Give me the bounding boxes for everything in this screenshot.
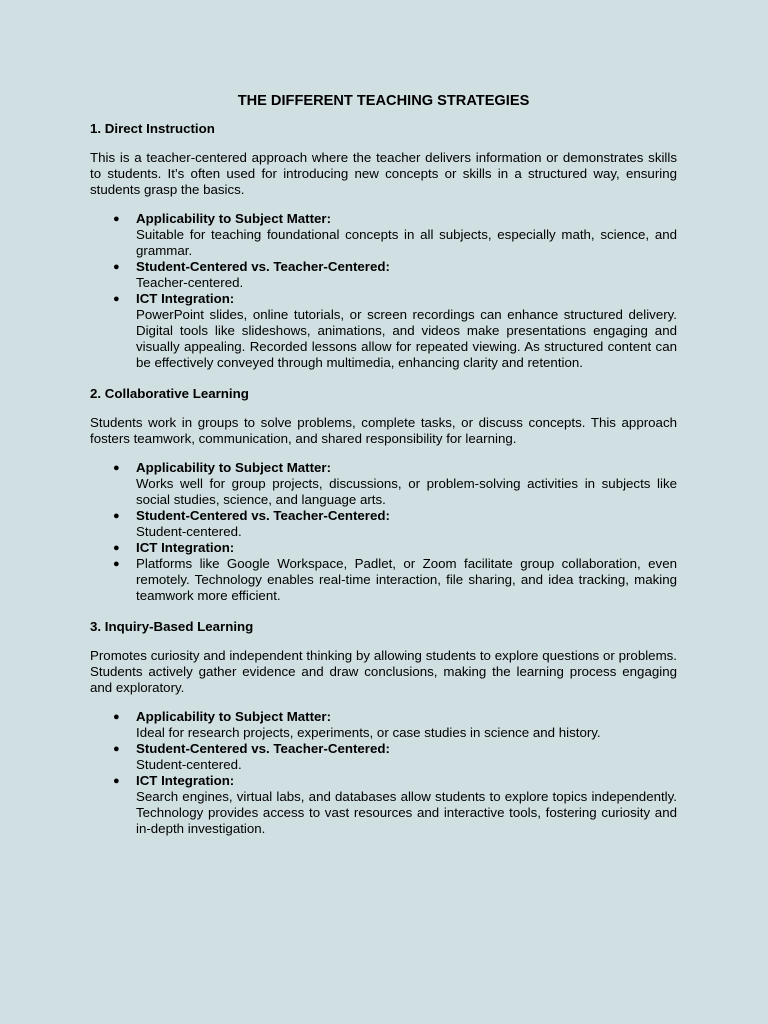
point-label: Applicability to Subject Matter: [136, 709, 332, 724]
bullet-icon: ● [113, 775, 120, 787]
section-intro: This is a teacher-centered approach where the teacher delivers information or demonstrates skills to students. It’s often used for introducing new concepts or skills in a structured way, ensuring students grasp the basics. [90, 150, 677, 197]
point-label: ICT Integration: [136, 540, 235, 555]
list-item [90, 741, 677, 773]
bullet-list [90, 709, 677, 837]
point-text: PowerPoint slides, online tutorials, or screen recordings can enhance structured delivery. Digital tools like slideshows, animations, and videos make presentations engaging and visually appealing. Recorded lessons allow for repeated viewing. As structured content can be effectively conveyed through multimedia, enhancing clarity and retention. [136, 307, 677, 370]
point-text: Works well for group projects, discussions, or problem-solving activities in subjects like social studies, science, and language arts. [136, 476, 677, 507]
section-heading: 2. Collaborative Learning [90, 386, 249, 401]
point-text: Suitable for teaching foundational concepts in all subjects, especially math, science, and grammar. [136, 227, 677, 258]
point-label: ICT Integration: [136, 773, 235, 788]
point-text: Platforms like Google Workspace, Padlet, or Zoom facilitate group collaboration, even remotely. Technology enables real-time interaction, file sharing, and idea tracking, making teamwork more efficient. [136, 556, 677, 603]
bullet-list [90, 460, 677, 604]
section-direct-instruction [90, 121, 677, 371]
bullet-icon: ● [113, 261, 120, 273]
point-text: Ideal for research projects, experiments, or case studies in science and history. [136, 725, 601, 740]
section-heading: 3. Inquiry-Based Learning [90, 619, 254, 634]
point-text: Teacher-centered. [136, 275, 244, 290]
list-item [90, 259, 677, 291]
list-item [90, 556, 677, 604]
section-heading: 1. Direct Instruction [90, 121, 215, 136]
section-collaborative-learning [90, 386, 677, 604]
point-label: Applicability to Subject Matter: [136, 211, 332, 226]
point-text: Search engines, virtual labs, and databases allow students to explore topics independently. Technology provides access to vast resources and interactive tools, fostering curiosity and in-depth investigation. [136, 789, 677, 836]
list-item [90, 540, 677, 556]
section-inquiry-based-learning [90, 619, 677, 837]
document-body [90, 92, 677, 852]
bullet-icon: ● [113, 743, 120, 755]
point-label: Student-Centered vs. Teacher-Centered: [136, 741, 390, 756]
section-intro: Students work in groups to solve problems, complete tasks, or discuss concepts. This approach fosters teamwork, communication, and shared responsibility for learning. [90, 415, 677, 446]
list-item [90, 460, 677, 508]
bullet-icon: ● [113, 510, 120, 522]
bullet-icon: ● [113, 542, 120, 554]
bullet-icon: ● [113, 213, 120, 225]
point-text: Student-centered. [136, 524, 242, 539]
bullet-icon: ● [113, 462, 120, 474]
point-label: ICT Integration: [136, 291, 235, 306]
list-item [90, 773, 677, 837]
point-label: Student-Centered vs. Teacher-Centered: [136, 259, 390, 274]
bullet-icon: ● [113, 558, 120, 570]
point-label: Student-Centered vs. Teacher-Centered: [136, 508, 390, 523]
bullet-icon: ● [113, 711, 120, 723]
list-item [90, 211, 677, 259]
page-title: THE DIFFERENT TEACHING STRATEGIES [237, 93, 530, 109]
section-intro: Promotes curiosity and independent thinking by allowing students to explore questions or problems. Students actively gather evidence and draw conclusions, making the learning process engaging and exploratory. [90, 648, 677, 695]
bullet-icon: ● [113, 293, 120, 305]
list-item [90, 709, 677, 741]
point-label: Applicability to Subject Matter: [136, 460, 332, 475]
list-item [90, 291, 677, 371]
point-text: Student-centered. [136, 757, 242, 772]
bullet-list [90, 211, 677, 371]
list-item [90, 508, 677, 540]
